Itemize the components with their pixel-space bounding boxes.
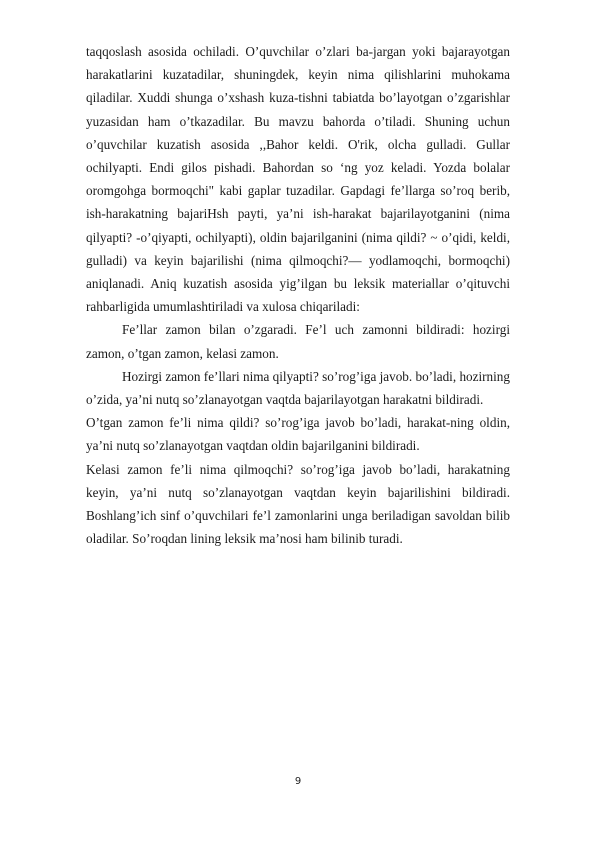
body-text <box>86 40 510 550</box>
paragraph-kuzatish: taqqoslash asosida ochiladi. O’quvchilar o’zlari ba-jargan yoki bajarayotgan harakatlarini kuzatadilar, shuningdek, keyin nima qilishlarini muhokama qiladilar. Xuddi shunga o’xshash kuza-tishni tabiatda bo’layotgan o’zgarishlar yuzasidan ham o’tkazadilar. Bu mavzu bahorda o’tiladi. Shuning uchun o’quvchilar kuzatish asosida ,,Bahor keldi. O'rik, olcha gulladi. Gullar ochilyapti. Endi gilos pishadi. Bahordan so ‘ng yoz keladi. Yozda bolalar oromgohga bormoqchi" kabi gaplar tuzadilar. Gapdagi fe’llarga so’roq berib, ish-harakatning bajariHsh payti, ya’ni ish-harakat bajarilayotganini (nima qilyapti? -o’qiyapti, ochilyapti), oldin bajarilganini (nima qildi? ~ o’qidi, keldi, gulladi) va keyin bajarilishi (nima qilmoqchi?— yodlamoqchi, bormoqchi) aniqlanadi. Aniq kuzatish asosida yig’ilgan bu leksik materiallar o’qituvchi rahbarligida umumlashtiriladi va xulosa chiqariladi: <box>86 44 510 315</box>
page-number: 9 <box>294 776 302 787</box>
paragraph-kelasi-zamon: Kelasi zamon fe’li nima qilmoqchi? so’rog’iga javob bo’ladi, harakatning keyin, ya’ni nutq so’zlanayotgan vaqtdan keyin bajarilishini bildiradi. Boshlang’ich sinf o’quvchilari fe’l zamonlarini unga beriladigan savoldan bilib oladilar. So’roqdan lining leksik ma’nosi ham bilinib turadi. <box>86 461 510 547</box>
paragraph-hozirgi-zamon: Hozirgi zamon fe’llari nima qilyapti? so’rog’iga javob. bo’ladi, hozirning o’zida, ya’ni nutq so’zlanayotgan vaqtda bajarilayotgan harakatni bildiradi. <box>86 368 510 408</box>
paragraph-zamon-intro: Fe’llar zamon bilan o’zgaradi. Fe’l uch zamonni bildiradi: hozirgi zamon, o’tgan zamon, kelasi zamon. <box>86 322 510 361</box>
paragraph-otgan-zamon: O’tgan zamon fe’li nima qildi? so’rog’iga javob bo’ladi, harakat-ning oldin, ya’ni nutq so’zlanayotgan vaqtdan oldin bajarilganini bildiradi. <box>86 415 510 454</box>
